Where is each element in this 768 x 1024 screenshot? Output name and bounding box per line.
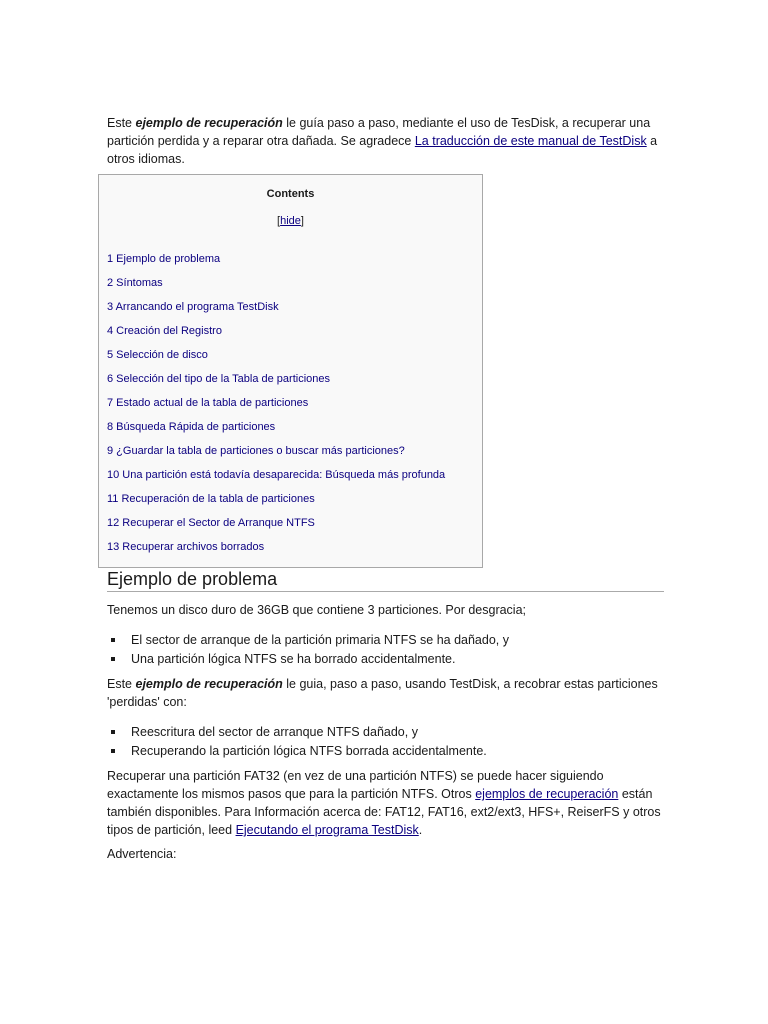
- fat32-text: Recuperar una partición FAT32 (en vez de una partición NTFS) se puede hacer siguiendo exactamente los mismos pasos que para la partición NTFS. Otros: [107, 769, 604, 801]
- recovery-examples-link[interactable]: ejemplos de recuperación: [475, 787, 619, 801]
- toc-title: Contents: [266, 188, 315, 200]
- toc-item-label: 3 Arrancando el programa TestDisk: [107, 301, 279, 313]
- toc-item-label: 2 Síntomas: [107, 277, 163, 289]
- fat32-text: están también disponibles. Para Información acerca de: FAT12, FAT16, ext2/ext3, HFS+, ReiserFS y otros tipos de partición, leed: [107, 787, 661, 837]
- toc-toggle: [107, 213, 474, 229]
- list-item: Recuperando la partición lógica NTFS borrada accidentalmente.: [107, 742, 664, 761]
- intro-text: Este: [107, 116, 136, 130]
- toc-item-label: 7 Estado actual de la tabla de particiones: [107, 397, 309, 409]
- toc-item-6[interactable]: [107, 372, 474, 386]
- guide-emphasis: ejemplo de recuperación: [135, 677, 283, 691]
- toc-item-12[interactable]: [107, 516, 474, 530]
- list-item: El sector de arranque de la partición primaria NTFS se ha dañado, y: [107, 631, 664, 650]
- toc-item-8[interactable]: [107, 420, 474, 434]
- toc-item-9[interactable]: [107, 444, 474, 458]
- fat32-paragraph: [107, 767, 664, 839]
- toc-item-label: 6 Selección del tipo de la Tabla de particiones: [107, 373, 331, 385]
- toc-item-label: 4 Creación del Registro: [107, 325, 222, 337]
- toc-list: [107, 252, 474, 554]
- intro-text: a otros idiomas.: [107, 134, 658, 166]
- intro-emphasis: ejemplo de recuperación: [135, 116, 283, 130]
- toc-item-1[interactable]: [107, 252, 474, 266]
- toc-bracket: ]: [300, 215, 304, 227]
- intro-paragraph: [107, 114, 664, 168]
- guide-text: le guia, paso a paso, usando TestDisk, a recobrar estas particiones 'perdidas' con:: [107, 677, 658, 709]
- list-item: Una partición lógica NTFS se ha borrado accidentalmente.: [107, 650, 664, 669]
- document-page: [107, 114, 664, 863]
- fat32-text: .: [418, 823, 423, 837]
- guide-paragraph: [107, 675, 664, 711]
- toc-item-label: 9 ¿Guardar la tabla de particiones o buscar más particiones?: [107, 445, 405, 457]
- steps-list: [107, 723, 664, 761]
- toc-item-label: 8 Búsqueda Rápida de particiones: [107, 421, 276, 433]
- toc-item-2[interactable]: [107, 276, 474, 290]
- intro-text: le guía paso a paso, mediante el uso de TesDisk, a recuperar una partición perdida y a reparar otra dañada. Se agradece: [107, 116, 651, 148]
- toc-hide-link[interactable]: hide: [280, 215, 301, 227]
- toc-item-5[interactable]: [107, 348, 474, 362]
- toc-item-label: 11 Recuperación de la tabla de particiones: [107, 493, 315, 505]
- toc-item-label: 1 Ejemplo de problema: [107, 253, 221, 265]
- table-of-contents: [98, 174, 483, 568]
- warning-paragraph: Advertencia:: [107, 847, 177, 861]
- translation-link[interactable]: La traducción de este manual de TestDisk: [414, 134, 647, 148]
- toc-item-label: 13 Recuperar archivos borrados: [107, 541, 265, 553]
- toc-item-label: 5 Selección de disco: [107, 349, 208, 361]
- problem-paragraph: Tenemos un disco duro de 36GB que contiene 3 particiones. Por desgracia;: [107, 603, 527, 617]
- toc-item-11[interactable]: [107, 492, 474, 506]
- toc-item-label: 12 Recuperar el Sector de Arranque NTFS: [107, 517, 315, 529]
- toc-item-10[interactable]: [107, 468, 474, 482]
- toc-item-label: 10 Una partición está todavía desaparecida: Búsqueda más profunda: [107, 469, 446, 481]
- section-heading: Ejemplo de problema: [107, 568, 664, 592]
- toc-item-13[interactable]: [107, 540, 474, 554]
- list-item: Reescritura del sector de arranque NTFS dañado, y: [107, 723, 664, 742]
- guide-text: Este: [107, 677, 136, 691]
- problem-list: [107, 631, 664, 669]
- toc-item-4[interactable]: [107, 324, 474, 338]
- running-testdisk-link[interactable]: Ejecutando el programa TestDisk: [235, 823, 419, 837]
- toc-bracket: [: [277, 215, 281, 227]
- toc-item-7[interactable]: [107, 396, 474, 410]
- toc-item-3[interactable]: [107, 300, 474, 314]
